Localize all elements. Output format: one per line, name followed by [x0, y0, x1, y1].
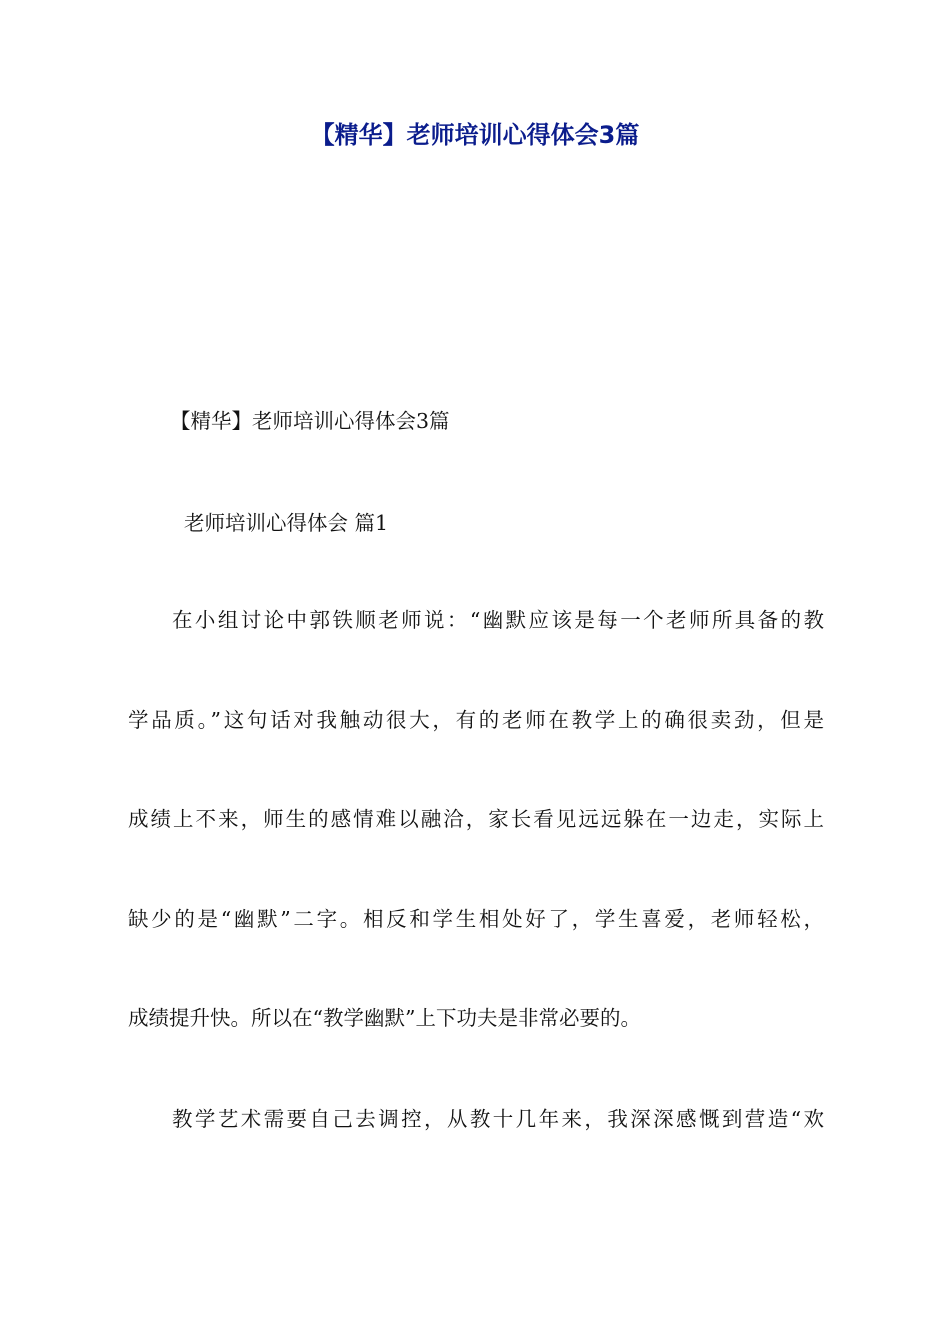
section-heading: 老师培训心得体会 篇1 — [184, 511, 389, 535]
paragraph-line: 成绩提升快。所以在“教学幽默”上下功夫是非常必要的。 — [128, 1006, 641, 1030]
paragraph-line: 教学艺术需要自己去调控，从教十几年来，我深深感慨到营造“欢 — [172, 1107, 824, 1131]
document-title: 【精华】老师培训心得体会3篇 — [310, 121, 640, 149]
paragraph-line: 成绩上不来，师生的感情难以融洽，家长看见远远躲在一边走，实际上 — [128, 807, 824, 831]
paragraph-line: 学品质。”这句话对我触动很大，有的老师在教学上的确很卖劲，但是 — [128, 708, 824, 732]
paragraph-line: 在小组讨论中郭铁顺老师说：“幽默应该是每一个老师所具备的教 — [172, 608, 824, 632]
document-subtitle: 【精华】老师培训心得体会3篇 — [170, 409, 450, 433]
paragraph-line: 缺少的是“幽默”二字。相反和学生相处好了，学生喜爱，老师轻松， — [128, 907, 824, 931]
